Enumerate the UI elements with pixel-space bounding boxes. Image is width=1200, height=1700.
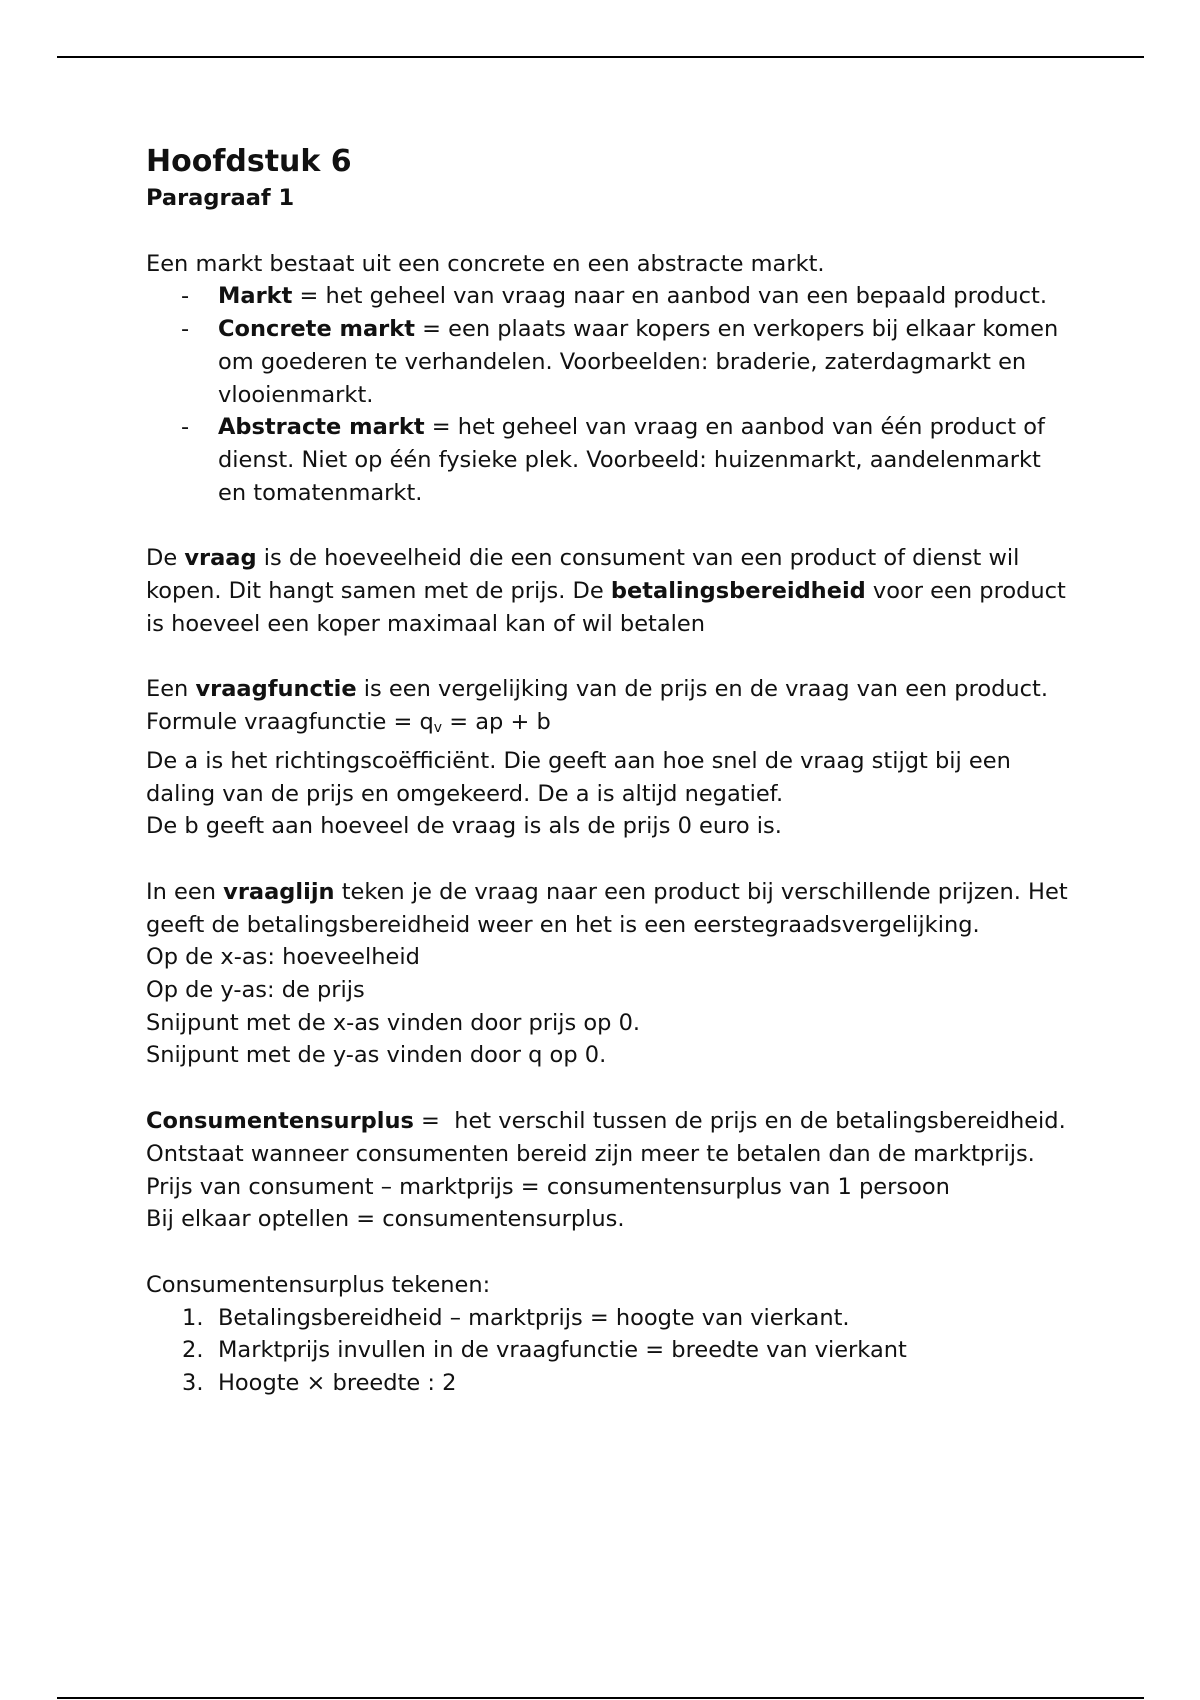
vraaglijn-paragraph [146,876,1076,941]
step-text: Betalingsbereidheid – marktprijs = hoogte van vierkant. [218,1304,850,1331]
term-vraaglijn: vraaglijn [223,878,335,905]
definition-item [146,313,1076,411]
formula-text: = ap + b [442,709,551,736]
surplus-line: Bij elkaar optellen = consumentensurplus. [146,1206,625,1233]
term-vraag: vraag [184,545,257,572]
text-span: voor een product is hoeveel een koper maximaal kan of wil betalen [146,578,1066,637]
dash-bullet: - [181,316,190,343]
term-betalingsbereidheid: betalingsbereidheid [610,578,866,605]
bottom-rule [57,1697,1144,1699]
text-span: De [146,545,185,572]
formula-text: Formule vraagfunctie = q [146,709,434,736]
step-item [146,1302,1076,1335]
text-span: is de hoeveelheid die een consument van een product of dienst wil kopen. Dit hangt samen met de prijs. De [146,545,1020,605]
definition-text: = het geheel van vraag en aanbod van één product of dienst. Niet op één fysieke plek. Voorbeeld: huizenmarkt, aandelenmarkt en tomatenmarkt. [218,414,1045,506]
step-item [146,1334,1076,1367]
chapter-title: Hoofdstuk 6 [146,144,352,179]
top-rule [57,56,1144,58]
line-b: De b geeft aan hoeveel de vraag is als de prijs 0 euro is. [146,813,782,840]
document-body [146,142,1076,1400]
definition-item [146,280,1076,313]
vraaglijn-line: Snijpunt met de y-as vinden door q op 0. [146,1042,607,1069]
definition-text: = een plaats waar kopers en verkopers bij elkaar komen om goederen te verhandelen. Voorbeelden: braderie, zaterdagmarkt en vlooienmarkt. [218,316,1059,408]
vraag-paragraph [146,542,1076,640]
definition-term: Markt [218,283,293,310]
vraaglijn-line: Op de x-as: hoeveelheid [146,944,420,971]
step-number: 1. [182,1304,204,1331]
formula-line [146,706,1076,745]
step-text: Hoogte × breedte : 2 [218,1370,457,1397]
tekenen-heading: Consumentensurplus tekenen: [146,1271,491,1298]
term-vraagfunctie: vraagfunctie [195,676,357,703]
definition-item [146,411,1076,509]
step-number: 3. [182,1370,204,1397]
vraaglijn-line: Snijpunt met de x-as vinden door prijs op 0. [146,1009,641,1036]
vraaglijn-line: Op de y-as: de prijs [146,977,365,1004]
dash-bullet: - [181,414,190,441]
text-span: In een [146,878,224,905]
step-number: 2. [182,1337,204,1364]
step-text: Marktprijs invullen in de vraagfunctie = breedte van vierkant [218,1337,907,1364]
text-span: is een vergelijking van de prijs en de vraag van een product. [356,676,1048,703]
paragraph-subtitle: Paragraaf 1 [146,185,295,211]
step-item [146,1367,1076,1400]
text-span: = het verschil tussen de prijs en de betalingsbereidheid. Ontstaat wanneer consumenten bereid zijn meer te betalen dan de marktprijs. [146,1108,1073,1167]
intro-text: Een markt bestaat uit een concrete en een abstracte markt. [146,250,825,277]
text-span: teken je de vraag naar een product bij verschillende prijzen. Het geeft de betalingsbereidheid weer en het is een eerstegraadsvergelijking. [146,878,1068,938]
definition-term: Abstracte markt [218,414,425,441]
definition-term: Concrete markt [218,316,415,343]
line-a: De a is het richtingscoëfficiënt. Die geeft aan hoe snel de vraag stijgt bij een daling van de prijs en omgekeerd. De a is altijd negatief. [146,747,1011,807]
definition-text: = het geheel van vraag naar en aanbod van een bepaald product. [292,283,1047,310]
term-consumentensurplus: Consumentensurplus [146,1108,414,1135]
text-span: Een [146,676,196,703]
dash-bullet: - [181,283,190,310]
formula-subscript: v [433,720,443,737]
vraagfunctie-paragraph [146,673,1076,706]
definition-list [146,280,1076,509]
surplus-line: Prijs van consument – marktprijs = consumentensurplus van 1 persoon [146,1173,950,1200]
surplus-paragraph [146,1105,1076,1170]
steps-list [146,1302,1076,1400]
